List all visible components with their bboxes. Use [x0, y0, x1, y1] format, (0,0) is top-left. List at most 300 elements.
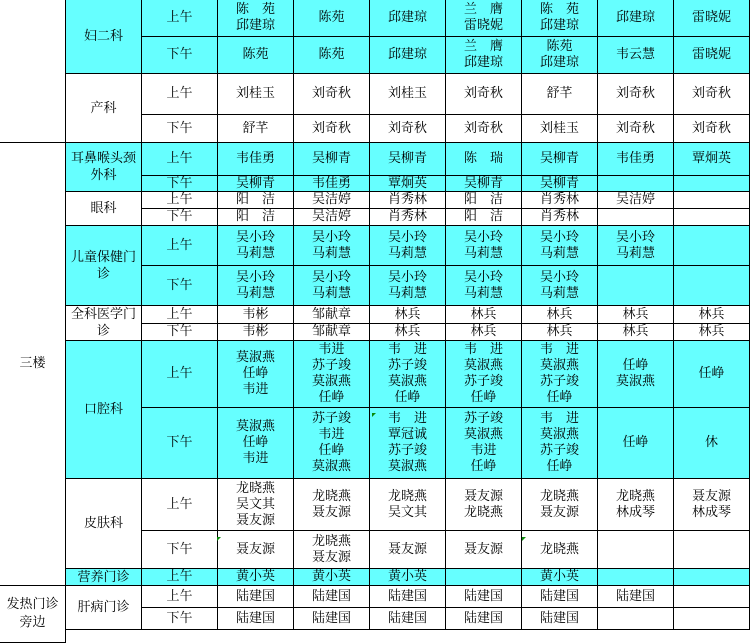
cell-text: 陆建国 [235, 588, 275, 604]
doctor-cell [674, 324, 750, 341]
cell-text: 上午 [166, 86, 193, 101]
cell-text: 任峥 [318, 390, 345, 405]
doctor-cell [522, 479, 598, 531]
cell-text: 马莉慧 [235, 285, 275, 301]
cell-text: 休 [704, 435, 718, 450]
cell-text: 苏子竣 [387, 443, 427, 458]
doctor-cell [674, 176, 750, 192]
cell-text: 任峥 [470, 390, 497, 405]
floor-cell-fever [0, 586, 66, 643]
cell-text: 刘奇秋 [463, 120, 503, 136]
cell-text: 陈 苑 [539, 2, 579, 17]
cell-text: 刘奇秋 [615, 120, 655, 136]
cell-text: 马莉慧 [311, 245, 351, 261]
cell-text: 刘奇秋 [691, 86, 731, 101]
doctor-cell [446, 569, 522, 586]
cell-text: 莫淑燕 [311, 374, 351, 389]
doctor-cell [598, 226, 674, 266]
doctor-cell [598, 408, 674, 479]
cell-text: 林兵 [622, 324, 649, 339]
period-cell [142, 37, 218, 74]
cell-text: 苏子竣 [311, 411, 351, 426]
cell-text: 韦进 [470, 443, 497, 458]
cell-text: 莫淑燕 [311, 459, 351, 474]
cell-text: 韦彬 [242, 324, 269, 339]
cell-text: 聂友源 [387, 541, 427, 557]
cell-text: 陆建国 [463, 588, 503, 604]
doctor-cell [674, 209, 750, 226]
cell-text: 下午 [166, 435, 193, 450]
doctor-cell [446, 341, 522, 408]
cell-text: 马莉慧 [387, 285, 427, 301]
cell-text: 林兵 [546, 306, 573, 322]
cell-text: 苏子竣 [463, 411, 503, 426]
doctor-cell [446, 266, 522, 306]
cell-text: 任峥 [470, 459, 497, 474]
doctor-cell [218, 408, 294, 479]
doctor-cell [294, 266, 370, 306]
department-name: 儿童保健门诊 [70, 249, 136, 282]
doctor-cell [294, 324, 370, 341]
cell-text: 黄小英 [387, 569, 427, 584]
cell-text: 阳 洁 [235, 192, 275, 207]
cell-text: 吴小玲 [235, 269, 275, 285]
cell-text: 吴小玲 [387, 269, 427, 285]
doctor-cell [674, 531, 750, 569]
cell-text: 黄小英 [311, 569, 351, 584]
cell-text: 肖秀林 [387, 209, 427, 224]
doctor-cell [218, 74, 294, 115]
period-cell [142, 341, 218, 408]
period-cell [142, 324, 218, 341]
doctor-cell [446, 143, 522, 176]
doctor-cell [218, 324, 294, 341]
cell-text: 韦进 [318, 427, 345, 442]
period-cell [142, 586, 218, 608]
cell-text: 陆建国 [539, 610, 579, 626]
period-cell [142, 479, 218, 531]
doctor-cell [446, 608, 522, 630]
doctor-cell [370, 586, 446, 608]
doctor-cell [294, 192, 370, 209]
cell-text: 邱建琼 [463, 55, 503, 70]
cell-text: 韦佳勇 [615, 151, 655, 166]
cell-text: 韦佳勇 [311, 176, 351, 191]
department-name: 口腔科 [83, 402, 123, 417]
cell-text: 下午 [166, 209, 193, 224]
doctor-cell [294, 226, 370, 266]
cell-text: 上午 [166, 237, 193, 253]
cell-text: 吴柳青 [311, 151, 351, 166]
cell-text: 刘奇秋 [311, 120, 351, 136]
cell-text: 林成琴 [615, 504, 655, 520]
doctor-cell [674, 226, 750, 266]
doctor-cell [218, 209, 294, 226]
doctor-cell [294, 0, 370, 37]
doctor-cell [370, 531, 446, 569]
cell-text: 陆建国 [615, 588, 655, 604]
cell-text: 邱建琼 [387, 10, 427, 25]
cell-text: 雷晓妮 [463, 18, 503, 33]
cell-text: 龙晓燕 [311, 533, 351, 549]
floor-cell-third [0, 143, 66, 586]
doctor-cell [598, 608, 674, 630]
doctor-cell [522, 608, 598, 630]
cell-text: 下午 [166, 47, 193, 62]
cell-text: 韦 进 [463, 342, 503, 357]
doctor-cell [218, 0, 294, 37]
cell-text: 陈 苑 [235, 2, 275, 17]
cell-text: 聂友源 [691, 488, 731, 504]
doctor-cell [446, 306, 522, 324]
doctor-cell [294, 143, 370, 176]
cell-text: 聂友源 [539, 504, 579, 520]
cell-text: 陆建国 [387, 588, 427, 604]
cell-text: 邱建琼 [387, 47, 427, 62]
cell-text: 任峥 [242, 366, 269, 381]
cell-text: 韦云慧 [615, 47, 655, 62]
cell-text: 陈 瑞 [463, 151, 503, 166]
doctor-cell [522, 569, 598, 586]
cell-text: 韦进 [242, 382, 269, 397]
doctor-cell [674, 192, 750, 209]
doctor-cell [598, 586, 674, 608]
cell-text: 任峥 [622, 435, 649, 450]
cell-text: 任峥 [622, 358, 649, 373]
cell-text: 上午 [166, 10, 193, 25]
doctor-cell [598, 531, 674, 569]
comment-marker [372, 413, 376, 417]
cell-text: 任峥 [394, 390, 421, 405]
doctor-cell [522, 586, 598, 608]
doctor-cell [598, 176, 674, 192]
cell-text: 苏子竣 [539, 374, 579, 389]
doctor-cell [598, 569, 674, 586]
cell-text: 陈苑 [318, 10, 345, 25]
doctor-cell [218, 586, 294, 608]
cell-text: 聂友源 [463, 488, 503, 504]
cell-text: 马莉慧 [387, 245, 427, 261]
doctor-cell [446, 74, 522, 115]
cell-text: 马莉慧 [235, 245, 275, 261]
doctor-cell [522, 115, 598, 143]
cell-text: 莫淑燕 [235, 350, 275, 365]
cell-text: 韦进 [242, 451, 269, 466]
period-cell [142, 608, 218, 630]
doctor-cell [522, 226, 598, 266]
doctor-cell [522, 192, 598, 209]
cell-text: 苏子竣 [311, 358, 351, 373]
cell-text: 韦彬 [242, 306, 269, 322]
cell-text: 林成琴 [691, 504, 731, 520]
doctor-cell [674, 608, 750, 630]
doctor-cell [446, 176, 522, 192]
cell-text: 吴柳青 [539, 151, 579, 166]
doctor-cell [370, 176, 446, 192]
department-name: 营养门诊 [77, 569, 130, 585]
department-cell [66, 479, 142, 569]
cell-text: 兰 膺 [463, 2, 503, 17]
doctor-cell [674, 586, 750, 608]
department-cell [66, 226, 142, 306]
cell-text: 发热门诊旁边 [6, 597, 59, 630]
doctor-cell [522, 209, 598, 226]
doctor-cell [446, 324, 522, 341]
doctor-cell [446, 192, 522, 209]
cell-text: 下午 [166, 610, 193, 626]
cell-text: 下午 [166, 324, 193, 339]
cell-text: 下午 [166, 541, 193, 557]
doctor-cell [598, 341, 674, 408]
doctor-cell [370, 37, 446, 74]
doctor-cell [446, 115, 522, 143]
cell-text: 林兵 [470, 306, 497, 322]
period-cell [142, 569, 218, 586]
doctor-cell [598, 0, 674, 37]
doctor-cell [294, 479, 370, 531]
doctor-cell [370, 569, 446, 586]
cell-text: 马莉慧 [463, 285, 503, 301]
doctor-cell [294, 569, 370, 586]
cell-text: 邹献章 [311, 324, 351, 339]
department-cell [66, 192, 142, 226]
cell-text: 任峥 [698, 366, 725, 381]
cell-text: 黄小英 [539, 569, 579, 584]
cell-text: 上午 [166, 569, 193, 584]
cell-text: 龙晓燕 [615, 488, 655, 504]
doctor-cell [370, 226, 446, 266]
cell-text: 莫淑燕 [615, 374, 655, 389]
doctor-cell [446, 479, 522, 531]
doctor-cell [370, 324, 446, 341]
cell-text: 任峥 [242, 435, 269, 450]
period-cell [142, 209, 218, 226]
doctor-cell [446, 226, 522, 266]
doctor-cell [370, 115, 446, 143]
doctor-cell [598, 479, 674, 531]
cell-text: 莫淑燕 [387, 374, 427, 389]
cell-text: 马莉慧 [615, 245, 655, 261]
doctor-cell [522, 341, 598, 408]
doctor-cell [522, 266, 598, 306]
cell-text: 刘桂玉 [387, 86, 427, 101]
doctor-cell [370, 608, 446, 630]
doctor-cell [522, 37, 598, 74]
cell-text: 龙晓燕 [463, 504, 503, 520]
cell-text: 上午 [166, 588, 193, 604]
doctor-cell [218, 266, 294, 306]
cell-text: 刘奇秋 [387, 120, 427, 136]
cell-text: 苏子竣 [539, 443, 579, 458]
department-cell [66, 0, 142, 74]
cell-text: 莫淑燕 [463, 427, 503, 442]
doctor-cell [598, 143, 674, 176]
cell-text: 马莉慧 [463, 245, 503, 261]
cell-text: 苏子竣 [463, 374, 503, 389]
doctor-cell [674, 266, 750, 306]
department-name: 妇二科 [83, 29, 123, 44]
doctor-cell [674, 0, 750, 37]
doctor-cell [598, 74, 674, 115]
period-cell [142, 266, 218, 306]
doctor-cell [294, 408, 370, 479]
cell-text: 林兵 [470, 324, 497, 339]
doctor-cell [674, 306, 750, 324]
doctor-cell [370, 143, 446, 176]
doctor-cell [218, 176, 294, 192]
doctor-cell [294, 586, 370, 608]
department-name: 全科医学门诊 [70, 307, 136, 339]
cell-text: 聂友源 [235, 541, 275, 557]
cell-text: 林兵 [698, 324, 725, 339]
cell-text: 吴小玲 [387, 229, 427, 245]
cell-text: 吴小玲 [539, 229, 579, 245]
cell-text: 刘奇秋 [311, 86, 351, 101]
doctor-cell [674, 341, 750, 408]
doctor-cell [446, 37, 522, 74]
doctor-cell [370, 192, 446, 209]
doctor-cell [674, 37, 750, 74]
cell-text: 韦 进 [539, 411, 579, 426]
doctor-cell [598, 306, 674, 324]
cell-text: 吴小玲 [615, 229, 655, 245]
cell-text: 吴文其 [235, 496, 275, 512]
doctor-cell [598, 37, 674, 74]
cell-text: 林兵 [394, 306, 421, 322]
cell-text: 龙晓燕 [539, 541, 579, 557]
cell-text: 吴小玲 [463, 229, 503, 245]
period-cell [142, 74, 218, 115]
department-cell [66, 341, 142, 479]
cell-text: 龙晓燕 [235, 480, 275, 496]
department-cell [66, 569, 142, 586]
cell-text: 韦进 [318, 342, 345, 357]
doctor-cell [294, 531, 370, 569]
cell-text: 刘奇秋 [691, 120, 731, 136]
comment-marker [217, 537, 221, 541]
cell-text: 雷晓妮 [691, 47, 731, 62]
period-cell [142, 192, 218, 209]
doctor-cell [370, 408, 446, 479]
cell-text: 刘奇秋 [463, 86, 503, 101]
cell-text: 上午 [166, 151, 193, 166]
doctor-cell [598, 324, 674, 341]
cell-text: 舒芊 [546, 86, 573, 101]
doctor-cell [294, 176, 370, 192]
cell-text: 韦 进 [387, 411, 427, 426]
doctor-cell [294, 306, 370, 324]
period-cell [142, 408, 218, 479]
cell-text: 邱建琼 [615, 10, 655, 25]
doctor-cell [674, 408, 750, 479]
cell-text: 邱建琼 [235, 18, 275, 33]
doctor-cell [218, 569, 294, 586]
doctor-cell [598, 209, 674, 226]
doctor-cell [218, 306, 294, 324]
doctor-cell [598, 192, 674, 209]
department-cell [66, 586, 142, 630]
doctor-cell [370, 74, 446, 115]
department-name: 产科 [90, 100, 117, 116]
cell-text: 莫淑燕 [539, 358, 579, 373]
cell-text: 刘桂玉 [539, 120, 579, 136]
doctor-cell [294, 209, 370, 226]
cell-text: 苏子竣 [387, 358, 427, 373]
cell-text: 陆建国 [311, 610, 351, 626]
cell-text: 吴柳青 [539, 176, 579, 191]
cell-text: 下午 [166, 277, 193, 293]
doctor-cell [674, 143, 750, 176]
doctor-cell [218, 531, 294, 569]
cell-text: 龙晓燕 [539, 488, 579, 504]
cell-text: 肖秀林 [539, 192, 579, 207]
cell-text: 林兵 [622, 306, 649, 322]
cell-text: 吴小玲 [311, 269, 351, 285]
cell-text: 林兵 [546, 324, 573, 339]
period-cell [142, 176, 218, 192]
cell-text: 覃冠诚 [387, 427, 427, 442]
cell-text: 马莉慧 [539, 245, 579, 261]
cell-text: 林兵 [698, 306, 725, 322]
cell-text: 莫淑燕 [235, 419, 275, 434]
cell-text: 吴小玲 [235, 229, 275, 245]
cell-text: 吴洁婷 [615, 192, 655, 207]
cell-text: 覃炯英 [387, 176, 427, 191]
doctor-cell [446, 586, 522, 608]
doctor-cell [218, 226, 294, 266]
doctor-cell [674, 115, 750, 143]
doctor-cell [598, 266, 674, 306]
cell-text: 下午 [166, 120, 193, 136]
cell-text: 雷晓妮 [691, 10, 731, 25]
doctor-cell [370, 0, 446, 37]
period-cell [142, 226, 218, 266]
cell-text: 下午 [166, 176, 193, 191]
doctor-cell [522, 306, 598, 324]
cell-text: 吴文其 [387, 504, 427, 520]
doctor-cell [674, 74, 750, 115]
period-cell [142, 531, 218, 569]
cell-text: 陆建国 [311, 588, 351, 604]
cell-text: 马莉慧 [311, 285, 351, 301]
doctor-cell [294, 341, 370, 408]
doctor-cell [370, 341, 446, 408]
cell-text: 聂友源 [235, 512, 275, 528]
cell-text: 上午 [166, 496, 193, 512]
department-name: 皮肤科 [83, 516, 123, 531]
cell-text: 莫淑燕 [539, 427, 579, 442]
cell-text: 邱建琼 [539, 55, 579, 70]
department-name: 肝病门诊 [77, 600, 130, 615]
doctor-cell [294, 37, 370, 74]
doctor-cell [370, 306, 446, 324]
cell-text: 肖秀林 [539, 209, 579, 224]
doctor-cell [218, 115, 294, 143]
cell-text: 任峥 [546, 459, 573, 474]
cell-text: 韦佳勇 [235, 151, 275, 166]
cell-text: 阳 洁 [463, 192, 503, 207]
doctor-cell [218, 37, 294, 74]
cell-text: 阳 洁 [235, 209, 275, 224]
cell-text: 莫淑燕 [463, 358, 503, 373]
cell-text: 肖秀林 [387, 192, 427, 207]
cell-text: 邹献章 [311, 306, 351, 322]
cell-text: 陈苑 [546, 39, 573, 54]
cell-text: 任峥 [546, 390, 573, 405]
doctor-cell [674, 479, 750, 531]
cell-text: 上午 [166, 366, 193, 381]
cell-text: 刘奇秋 [615, 86, 655, 101]
